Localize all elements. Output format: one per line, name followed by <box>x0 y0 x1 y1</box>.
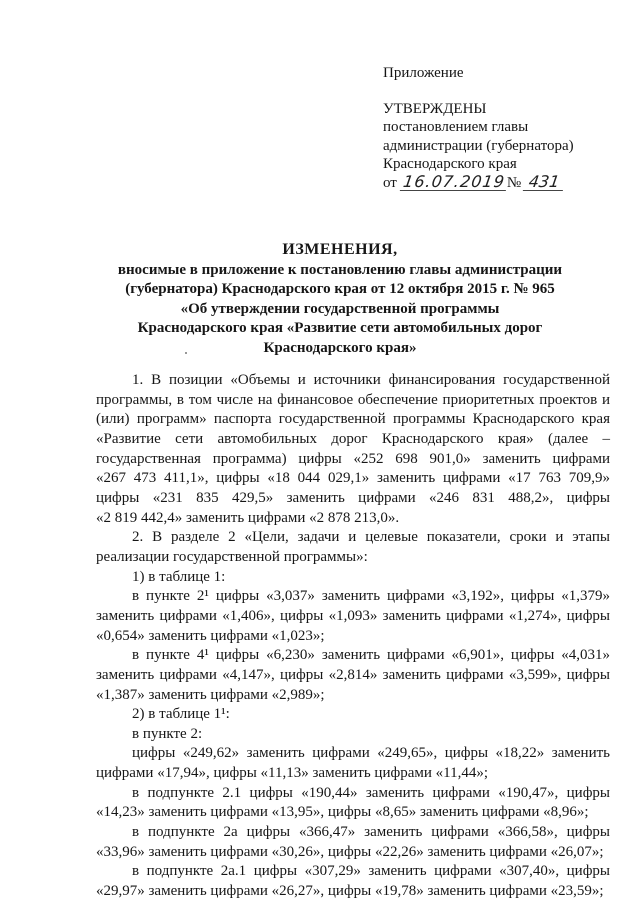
body-line: «267 473 411,1», цифры «18 044 029,1» заменить цифрами «17 763 709,9» <box>96 470 610 487</box>
body-line: «14,23» заменить цифрами «13,95», цифры «8,65» заменить цифрами «8,96»; <box>96 804 589 821</box>
body-line: цифры «249,62» заменить цифрами «249,65», цифры «18,22» заменить <box>132 745 610 762</box>
title-line-1: вносимые в приложение к постановлению главы администрации <box>117 261 563 278</box>
annex-label: Приложение <box>383 65 464 81</box>
body-line: «0,654» заменить цифрами «1,023»; <box>96 627 325 644</box>
number-label: № <box>506 174 522 191</box>
body-line: 2) в таблице 1¹: <box>132 706 230 723</box>
body-line: в пункте 2: <box>132 725 203 742</box>
body-line: 1. В позиции «Объемы и источники финансирования государственной <box>132 372 610 388</box>
body-line: 1) в таблице 1: <box>132 568 226 585</box>
approval-line-2: администрации (губернатора) <box>383 137 574 154</box>
approval-line-3: Краснодарского края <box>383 156 517 172</box>
handwritten-date: 16.07.2019 <box>400 174 508 191</box>
body-line: в пункте 2¹ цифры «3,037» заменить цифрами «3,192», цифры «1,379» <box>132 588 610 605</box>
body-line: 2. В разделе 2 «Цели, задачи и целевые показатели, сроки и этапы <box>132 529 610 546</box>
body-line: «Развитие сети автомобильных дорог Краснодарского края» (далее – <box>96 430 610 447</box>
body-line: в пункте 4¹ цифры «6,230» заменить цифрами «6,901», цифры «4,031» <box>132 647 610 664</box>
body-line: «29,97» заменить цифрами «26,27», цифры «19,78» заменить цифрами «23,59»; <box>96 883 604 900</box>
body-line: (или) программ» паспорта государственной программы Краснодарского края <box>96 411 610 428</box>
scan-speck <box>185 352 187 354</box>
body-line: в подпункте 2а цифры «366,47» заменить цифрами «366,58», цифры <box>132 824 610 841</box>
body-line: в подпункте 2.1 цифры «190,44» заменить цифрами «190,47», цифры <box>132 784 610 801</box>
body-line: заменить цифрами «1,406», цифры «1,093» заменить цифрами «1,274», цифры <box>96 607 610 624</box>
body-line: государственная программа) цифры «252 698 901,0» заменить цифрами <box>96 450 610 467</box>
body-line: «33,96» заменить цифрами «30,26», цифры «22,26» заменить цифрами «26,07»; <box>96 843 604 860</box>
from-label: от <box>383 174 397 191</box>
body-line: цифрами «17,94», цифры «11,13» заменить цифрами «11,44»; <box>96 765 488 782</box>
title-line-3: «Об утверждении государственной программы <box>180 300 500 317</box>
document-body <box>96 371 610 902</box>
approval-block <box>383 64 623 192</box>
body-line: «1,387» заменить цифрами «2,989»; <box>96 686 325 703</box>
title-line-2: (губернатора) Краснодарского края от 12 октября 2015 г. № 965 <box>125 281 555 298</box>
approval-date-row <box>383 171 623 193</box>
handwritten-number: 431 <box>523 174 565 191</box>
body-line: цифры «231 835 429,5» заменить цифрами «246 831 488,2», цифры <box>96 489 610 506</box>
title-line-4: Краснодарского края «Развитие сети автомобильных дорог <box>137 320 543 337</box>
body-line: программы, в том числе на финансовое обеспечение приоритетных проектов и <box>96 391 610 408</box>
body-line: «2 819 442,4» заменить цифрами «2 878 213,0». <box>96 509 400 526</box>
approved-label: УТВЕРЖДЕНЫ <box>383 100 487 117</box>
document-title <box>90 240 590 359</box>
title-line-5: Краснодарского края» <box>263 339 417 356</box>
title-heading: ИЗМЕНЕНИЯ, <box>282 241 398 258</box>
body-line: реализации государственной программы»: <box>96 548 368 565</box>
approval-line-1: постановлением главы <box>383 119 529 135</box>
body-line: заменить цифрами «4,147», цифры «2,814» заменить цифрами «3,599», цифры <box>96 666 610 683</box>
body-line: в подпункте 2а.1 цифры «307,29» заменить цифрами «307,40», цифры <box>132 863 610 880</box>
